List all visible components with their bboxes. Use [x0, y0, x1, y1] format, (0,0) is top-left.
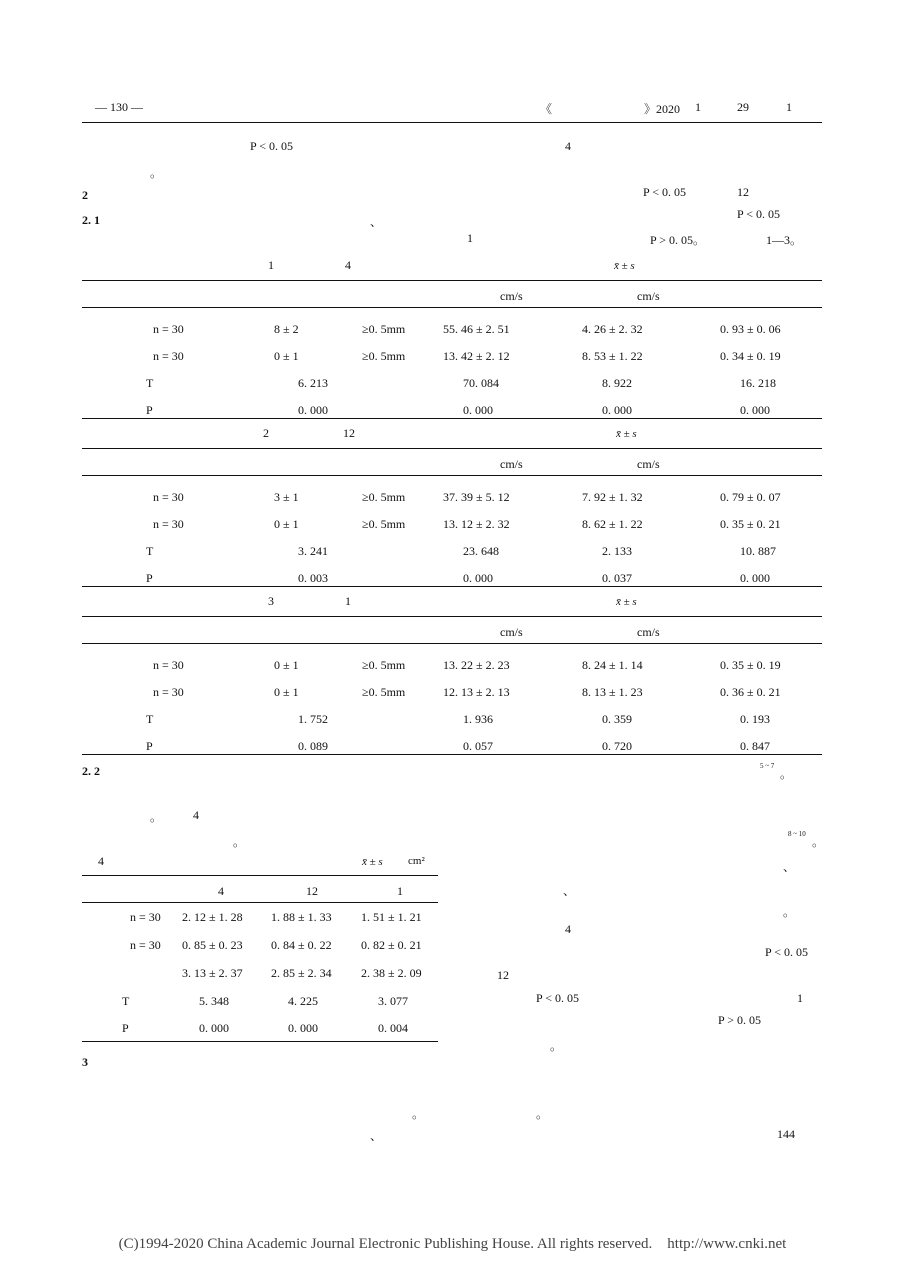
table-1-number: 1	[268, 258, 274, 272]
table-4-row-5-col-2: 0. 000	[288, 1021, 318, 1035]
table-2-row-2-c3: 13. 12 ± 2. 32	[443, 517, 510, 531]
table-1-row-1-c1: 8 ± 2	[274, 322, 299, 336]
table-4-unit: cm²	[408, 855, 425, 867]
table-3-row-2-c5: 0. 36 ± 0. 21	[720, 685, 781, 699]
section-3-heading: 3	[82, 1055, 88, 1069]
table-1-row-3-c1: 6. 213	[298, 376, 328, 390]
table-1-stat: x̄ ± s	[614, 260, 635, 272]
table-4-row-2-col-1: 0. 85 ± 0. 23	[182, 938, 243, 952]
table-4-row-3-col-3: 2. 38 ± 2. 09	[361, 966, 422, 980]
table-3-row-3-c4: 0. 359	[602, 712, 632, 726]
table-2-row-1-c4: 7. 92 ± 1. 32	[582, 490, 643, 504]
table-4-col-1: 1	[397, 884, 403, 898]
table-3-row-4-group: P	[146, 739, 153, 753]
table-2-row-2-c2: ≥0. 5mm	[362, 517, 406, 531]
table-1-top-rule	[82, 280, 822, 281]
table-1-row-4-c3: 0. 000	[463, 403, 493, 417]
table-3-row-1-c5: 0. 35 ± 0. 19	[720, 658, 781, 672]
table-4-number: 4	[98, 854, 104, 868]
table-4-row-1-col-3: 1. 51 ± 1. 21	[361, 910, 422, 924]
table-3-unit-1: cm/s	[500, 625, 523, 639]
result-twelve: 12	[737, 185, 749, 199]
intro-four: 4	[565, 139, 571, 153]
right-p-gt: P > 0. 05	[718, 1013, 761, 1027]
table-2-header-rule	[82, 475, 822, 476]
right-period-2: 。	[550, 1039, 563, 1053]
table-1-row-1-group: n = 30	[153, 322, 184, 336]
table-2-row-3-c3: 23. 648	[463, 544, 499, 558]
table-3-row-1-c3: 13. 22 ± 2. 23	[443, 658, 510, 672]
table-3-row-1-c2: ≥0. 5mm	[362, 658, 406, 672]
table-1-row-2-c4: 8. 53 ± 1. 22	[582, 349, 643, 363]
table-3-row-1-group: n = 30	[153, 658, 184, 672]
table-1-row-1-c5: 0. 93 ± 0. 06	[720, 322, 781, 336]
section-2-1-punct: 、	[370, 215, 383, 229]
table-3-row-1-c4: 8. 24 ± 1. 14	[582, 658, 643, 672]
table-2-row-2-c4: 8. 62 ± 1. 22	[582, 517, 643, 531]
table-4-row-2-col-3: 0. 82 ± 0. 21	[361, 938, 422, 952]
table-2-row-3-c5: 10. 887	[740, 544, 776, 558]
table-4-row-4-col-1: 5. 348	[199, 994, 229, 1008]
right-p-lt-1: P < 0. 05	[765, 945, 808, 959]
journal-open-bracket: 《	[540, 102, 553, 116]
section-3-period-2: 。	[536, 1107, 549, 1121]
table-1-row-4-c1: 0. 000	[298, 403, 328, 417]
table-1-row-2-group: n = 30	[153, 349, 184, 363]
table-4-row-4-col-2: 4. 225	[288, 994, 318, 1008]
table-3-row-1-c1: 0 ± 1	[274, 658, 299, 672]
table-1-unit-2: cm/s	[637, 289, 660, 303]
table-3-row-3-group: T	[146, 712, 154, 726]
table-2-row-3-group: T	[146, 544, 154, 558]
table-3-row-4-c5: 0. 847	[740, 739, 770, 753]
journal-volume: 1	[695, 100, 701, 114]
table-3-top-rule	[82, 616, 822, 617]
table-1-row-1-c2: ≥0. 5mm	[362, 322, 406, 336]
table-2-unit-1: cm/s	[500, 457, 523, 471]
table-2-top-rule	[82, 448, 822, 449]
table-4-bottom-rule	[82, 1041, 438, 1042]
right-four: 4	[565, 922, 571, 936]
table-2-row-2-c1: 0 ± 1	[274, 517, 299, 531]
table-2-row-3-c4: 2. 133	[602, 544, 632, 558]
table-4-row-1-col-1: 2. 12 ± 1. 28	[182, 910, 243, 924]
table-2-weeks: 12	[343, 426, 355, 440]
table-2-unit-2: cm/s	[637, 457, 660, 471]
right-one: 1	[797, 991, 803, 1005]
table-1-header-rule	[82, 307, 822, 308]
table-1-row-3-c4: 8. 922	[602, 376, 632, 390]
table-3-row-4-c3: 0. 057	[463, 739, 493, 753]
table-1-row-2-c5: 0. 34 ± 0. 19	[720, 349, 781, 363]
table-1-row-4-c4: 0. 000	[602, 403, 632, 417]
section-2-2-heading: 2. 2	[82, 764, 100, 778]
table-4-row-3-col-1: 3. 13 ± 2. 37	[182, 966, 243, 980]
table-2-bottom-rule	[82, 586, 822, 587]
section-2-2-period-1: 。	[150, 810, 163, 824]
section-2-2-period-2: 。	[233, 835, 246, 849]
ref-8-10-period: 。	[812, 835, 825, 849]
continued-page-ref: 144	[777, 1127, 795, 1141]
table-1-row-3-c3: 70. 084	[463, 376, 499, 390]
table-3-row-3-c5: 0. 193	[740, 712, 770, 726]
table-2-row-2-group: n = 30	[153, 517, 184, 531]
table-3-bottom-rule	[82, 754, 822, 755]
table-3-row-4-c4: 0. 720	[602, 739, 632, 753]
table-4-row-5-col-0: P	[122, 1021, 129, 1035]
table-1-row-4-c5: 0. 000	[740, 403, 770, 417]
table-4-row-5-col-1: 0. 000	[199, 1021, 229, 1035]
table-1-row-3-c5: 16. 218	[740, 376, 776, 390]
table-4-stat: x̄ ± s	[362, 856, 383, 868]
copyright-footer: (C)1994-2020 China Academic Journal Electronic Publishing House. All rights reserved. http://www.cnki.net	[118, 1236, 787, 1252]
table-2-number: 2	[263, 426, 269, 440]
section-3-punct: 、	[370, 1129, 383, 1143]
table-1-bottom-rule	[82, 418, 822, 419]
table-1-row-1-c3: 55. 46 ± 2. 51	[443, 322, 510, 336]
table-2-row-4-c1: 0. 003	[298, 571, 328, 585]
table-3-row-3-c1: 1. 752	[298, 712, 328, 726]
journal-issue-number: 29	[737, 100, 749, 114]
table-3-header-rule	[82, 643, 822, 644]
table-4-row-5-col-3: 0. 004	[378, 1021, 408, 1035]
table-1-row-2-c1: 0 ± 1	[274, 349, 299, 363]
page-number: — 130 —	[95, 100, 143, 114]
table-1-row-2-c3: 13. 42 ± 2. 12	[443, 349, 510, 363]
ref-5-7: 5 ~ 7	[760, 762, 775, 770]
table-1-weeks: 4	[345, 258, 351, 272]
table-4-row-1-col-2: 1. 88 ± 1. 33	[271, 910, 332, 924]
result-p-lt-1: P < 0. 05	[643, 185, 686, 199]
table-1-row-2-c2: ≥0. 5mm	[362, 349, 406, 363]
result-table-range: 1—3。	[766, 233, 803, 247]
table-2-row-1-c3: 37. 39 ± 5. 12	[443, 490, 510, 504]
table-2-row-4-group: P	[146, 571, 153, 585]
intro-period: 。	[150, 166, 163, 180]
right-punct-2: 、	[563, 884, 576, 898]
table-3-row-2-c2: ≥0. 5mm	[362, 685, 406, 699]
header-rule	[82, 122, 822, 123]
result-p-gt: P > 0. 05。	[650, 233, 705, 247]
journal-issue: 1	[786, 100, 792, 114]
right-twelve: 12	[497, 968, 509, 982]
table-3-row-2-c1: 0 ± 1	[274, 685, 299, 699]
journal-year: 》2020	[644, 102, 681, 116]
table-4-top-rule	[82, 875, 438, 876]
table-4-row-1-col-0: n = 30	[130, 910, 161, 924]
table-3-row-4-c1: 0. 089	[298, 739, 328, 753]
section-2-2-four: 4	[193, 808, 199, 822]
intro-p-value: P < 0. 05	[250, 139, 293, 153]
table-1-row-3-group: T	[146, 376, 154, 390]
ref-5-7-period: 。	[780, 767, 793, 781]
section-2-1-heading: 2. 1	[82, 213, 100, 227]
table-2-row-1-c2: ≥0. 5mm	[362, 490, 406, 504]
table-3-row-2-c3: 12. 13 ± 2. 13	[443, 685, 510, 699]
table-1-unit-1: cm/s	[500, 289, 523, 303]
table-2-row-3-c1: 3. 241	[298, 544, 328, 558]
table-4-row-3-col-2: 2. 85 ± 2. 34	[271, 966, 332, 980]
table-3-months: 1	[345, 594, 351, 608]
table-3-row-3-c3: 1. 936	[463, 712, 493, 726]
table-2-stat: x̄ ± s	[616, 428, 637, 440]
table-2-row-2-c5: 0. 35 ± 0. 21	[720, 517, 781, 531]
section-3-period-1: 。	[412, 1107, 425, 1121]
table-3-row-2-c4: 8. 13 ± 1. 23	[582, 685, 643, 699]
right-punct-1: 、	[783, 860, 796, 874]
right-period-1: 。	[783, 905, 796, 919]
result-p-lt-2: P < 0. 05	[737, 207, 780, 221]
table-4-row-4-col-3: 3. 077	[378, 994, 408, 1008]
table-4-row-4-col-0: T	[122, 994, 130, 1008]
table-4-col-4: 4	[218, 884, 224, 898]
table-2-row-4-c4: 0. 037	[602, 571, 632, 585]
table-2-row-1-group: n = 30	[153, 490, 184, 504]
table-3-unit-2: cm/s	[637, 625, 660, 639]
table-2-row-1-c5: 0. 79 ± 0. 07	[720, 490, 781, 504]
table-3-stat: x̄ ± s	[616, 596, 637, 608]
right-p-lt-2: P < 0. 05	[536, 991, 579, 1005]
ref-8-10: 8 ~ 10	[788, 830, 806, 838]
table-3-number: 3	[268, 594, 274, 608]
table-1-row-1-c4: 4. 26 ± 2. 32	[582, 322, 643, 336]
section-2-1-ref: 1	[467, 231, 473, 245]
table-2-row-4-c5: 0. 000	[740, 571, 770, 585]
table-2-row-1-c1: 3 ± 1	[274, 490, 299, 504]
table-4-row-2-col-2: 0. 84 ± 0. 22	[271, 938, 332, 952]
section-2-heading: 2	[82, 188, 88, 202]
table-4-row-2-col-0: n = 30	[130, 938, 161, 952]
table-1-row-4-group: P	[146, 403, 153, 417]
table-4-col-12: 12	[306, 884, 318, 898]
table-3-row-2-group: n = 30	[153, 685, 184, 699]
table-4-header-rule	[82, 902, 438, 903]
table-2-row-4-c3: 0. 000	[463, 571, 493, 585]
